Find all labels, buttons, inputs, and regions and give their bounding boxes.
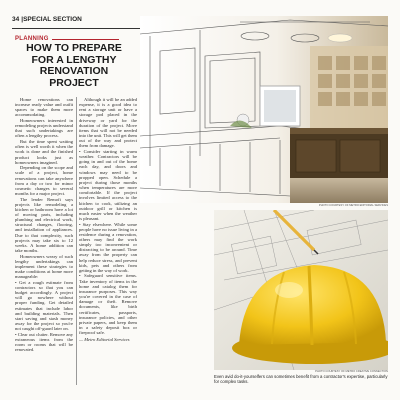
hardhat-illustration — [214, 210, 388, 370]
paragraph: Homeowners interested in remodeling projects understand that such undertakings are often a lengthy process. — [15, 118, 73, 139]
bathroom-photo — [140, 16, 388, 203]
paragraph: Although it will be an added expense, it is a good idea to rent a storage unit or have a storage pod placed in the driveway or yard for the duration of the project. Move items that will not be needed into the unit. This will get them out of the way and protect them from damage. — [79, 97, 137, 149]
photo-credit: PHOTO COURTESY OF METRO EDITORIAL SERVICES — [318, 204, 388, 207]
kicker-label: PLANNING — [15, 36, 49, 42]
paragraph: But the time spent waiting often is well worth it when the work is done and the finished product looks just as homeowners imagined. — [15, 139, 73, 165]
bullet-paragraph: • Clear out clutter. Remove any extraneous items from the room or rooms that will be renovated. — [15, 331, 73, 353]
section-label: 34 |SPECIAL SECTION — [12, 16, 82, 23]
bullet-paragraph: • Get a rough estimate from contractors so that you can budget accordingly. A project will go nowhere without proper funding. Get detailed estimates that include labor and building materials. Then start saving and stash money away for the project so you're not caught off-guard later on. — [15, 279, 73, 332]
paragraph: Home renovations can increase ready value and outfit spaces to make them more accommodating. — [15, 97, 73, 118]
page-number: 34 — [12, 16, 20, 23]
kicker-rule — [52, 39, 119, 40]
photo-caption: Even avid do-it-yourselfers can sometimes benefit from a contractor's expertise, particularly for complex tasks. — [214, 374, 388, 384]
paragraph: Depending on the scope and scale of a project, home renovations can take anywhere from a day or two for minor cosmetic changes to several months for a major project. — [15, 165, 73, 196]
section-name: SPECIAL SECTION — [23, 16, 82, 23]
paragraph: Homeowners weary of such lengthy undertakings can implement these strategies to make conditions at home more manageable: — [15, 253, 73, 280]
hardhat-photo — [214, 210, 388, 370]
bullet-paragraph: • Stay elsewhere. While some people have no issue living in a residence during a renovation, others may find the work simply too inconvenient or distracting to be around. Time away from the property can help reduce stress, and prevent kids, pets and others from getting in the way of work. — [79, 221, 137, 273]
bullet-paragraph: • Consider starting in warm weather. Contractors will be going in and out of the home each day, and doors and windows may need to be propped open. Schedule a project during those months when temperatures are more comfortable. If the project involves limited access to the kitchen to cook, utilizing an outdoor grill or kitchen is much easier when the weather is pleasant. — [79, 148, 137, 221]
bullet-paragraph: • Safeguard sensitive items. Take inventory of items in the home and catalog them for insurance purposes. This way you're covered in the case of damage or theft. Remove documents, like birth certificates, passports, insurance policies, and other private papers, and keep them in a safety deposit box or fireproof safe. — [79, 273, 137, 336]
headline: HOW TO PREPARE FOR A LENGTHY RENOVATION PROJECT — [26, 42, 122, 89]
paragraph: The lender Remofi says projects like remodeling a kitchen or bathroom have a lot of moving parts, including plumbing and electrical work, structural changes, flooring, and installation of appliances. Due to that complexity, such projects may take six to 12 weeks. A home addition can take months. — [15, 196, 73, 254]
article-column-2 — [79, 97, 137, 387]
bathroom-illustration — [140, 16, 388, 203]
photo-credit: PHOTO COURTESY OF METRO CREATIVE CONNECTION — [315, 370, 388, 373]
article-column-1 — [15, 97, 73, 387]
column-divider — [76, 97, 77, 385]
byline: — Metro Editorial Services — [79, 337, 130, 343]
